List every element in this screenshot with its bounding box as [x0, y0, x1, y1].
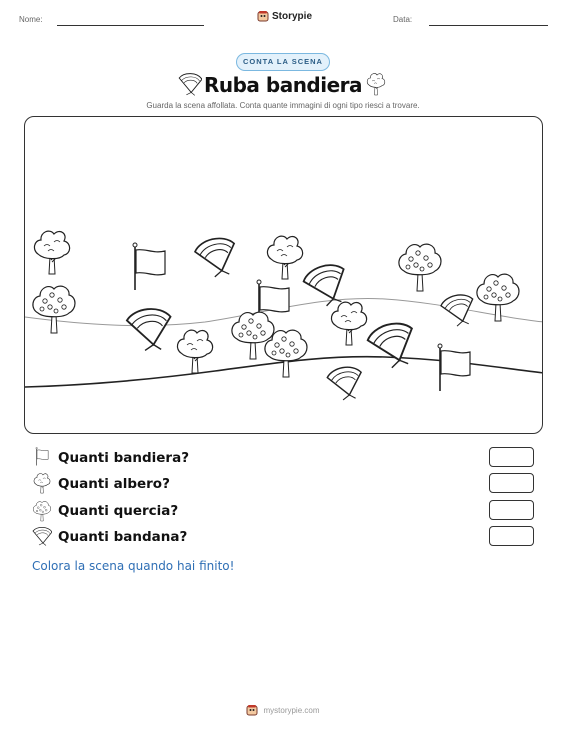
tree-icon: [32, 473, 52, 495]
question-text: Quanti quercia?: [58, 503, 179, 519]
question-text: Quanti bandana?: [58, 529, 188, 545]
storypie-logo-icon: [257, 10, 269, 22]
name-line[interactable]: [57, 25, 204, 26]
scene-flag-3: [438, 344, 470, 391]
scene-bandana-5: [365, 318, 422, 373]
question-text: Quanti bandiera?: [58, 450, 190, 466]
scene-tree-5: [331, 302, 366, 345]
scene-bandana-6: [326, 364, 366, 403]
footer-url[interactable]: mystorypie.com: [263, 705, 320, 715]
category-pill: CONTA LA SCENA: [236, 53, 330, 71]
scene-oak-1: [33, 286, 75, 333]
date-label: Data:: [393, 15, 413, 24]
scene-oak-3: [477, 274, 519, 321]
question-row: [32, 447, 542, 469]
oak-icon: [32, 500, 52, 522]
answer-box[interactable]: [489, 526, 534, 546]
scene-tree-2: [267, 236, 302, 279]
brand: [257, 10, 312, 22]
footer: [0, 704, 566, 716]
brand-name: Storypie: [272, 10, 313, 22]
scene-bandana-1: [193, 234, 241, 281]
question-row: [32, 473, 542, 495]
instructions: Guarda la scena affollata. Conta quante immagini di ogni tipo riesci a trovare.: [146, 101, 420, 110]
question-row: [32, 500, 542, 522]
answer-box[interactable]: [489, 473, 534, 493]
scene-panel[interactable]: [24, 116, 543, 434]
page-title: Ruba bandiera: [203, 73, 363, 97]
bandana-icon: [32, 526, 52, 546]
scene-tree-1: [34, 231, 69, 274]
scene-bandana-4: [126, 306, 175, 353]
scene-oak-2: [399, 244, 441, 291]
flag-icon: [32, 447, 52, 467]
scene-tree-4: [177, 330, 212, 373]
coloring-note: Colora la scena quando hai finito!: [32, 559, 235, 573]
question-text: Quanti albero?: [58, 476, 170, 492]
date-line[interactable]: [429, 25, 548, 26]
answer-box[interactable]: [489, 500, 534, 520]
question-row: [32, 526, 542, 548]
storypie-logo-icon: [246, 704, 258, 716]
answer-box[interactable]: [489, 447, 534, 467]
scene-illustration: [25, 117, 543, 434]
name-label: Nome:: [19, 15, 43, 24]
tree-icon: [365, 72, 387, 98]
scene-flag-1: [133, 243, 165, 290]
